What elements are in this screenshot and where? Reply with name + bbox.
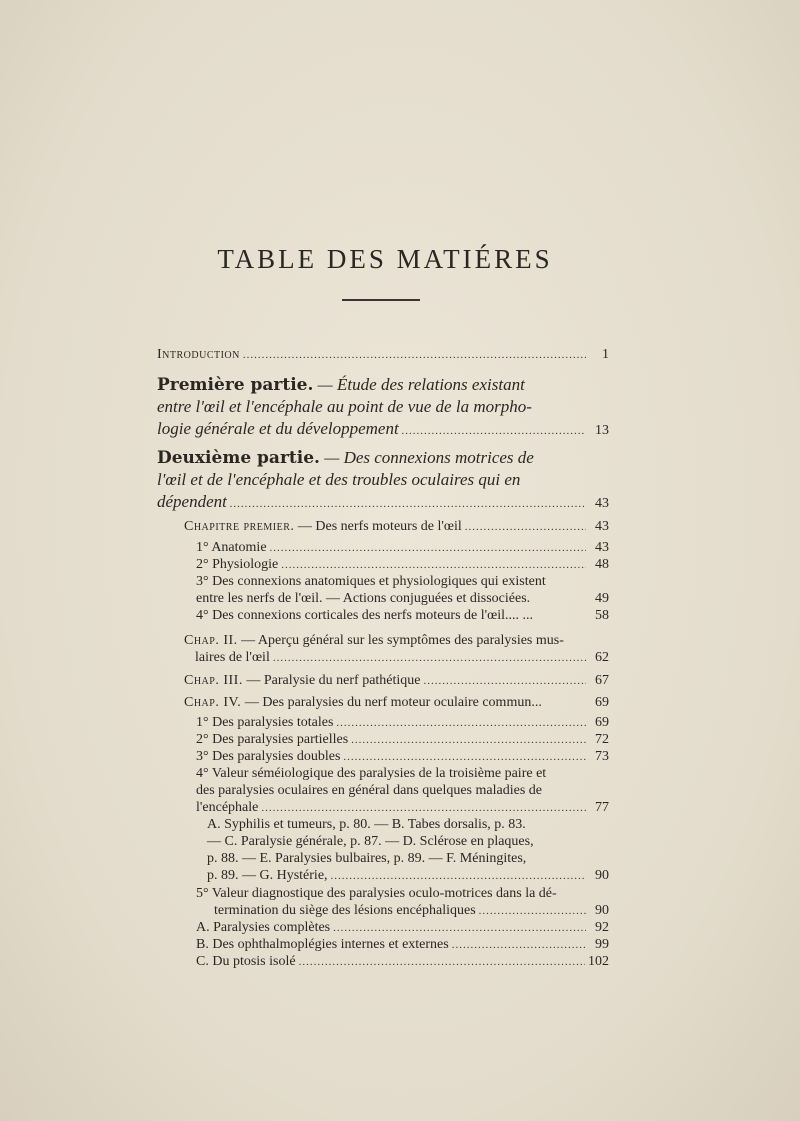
page-number: 48 — [595, 557, 609, 572]
leader-dots — [343, 749, 586, 766]
page-number: 67 — [595, 673, 609, 688]
entry-label: Introduction — [157, 347, 240, 362]
chapter-label: Chapitre premier. — [184, 519, 295, 534]
page-number: 43 — [595, 519, 609, 534]
page-number: 90 — [595, 903, 609, 918]
toc-entry-physiologie[interactable] — [196, 556, 609, 574]
leader-dots — [243, 347, 586, 364]
entry-text: B. Des ophthalmoplégies internes et externes — [196, 937, 449, 952]
entry-text: des paralysies oculaires en général dans quelques maladies de — [196, 783, 542, 798]
leader-dots — [336, 715, 586, 732]
entry-text: l'encéphale — [196, 800, 259, 815]
leader-dots — [273, 650, 586, 667]
entry-text: C. Du ptosis isolé — [196, 954, 296, 969]
page-number: 77 — [595, 800, 609, 815]
leader-dots — [281, 557, 586, 574]
toc-entry-chapter-3[interactable] — [184, 672, 609, 690]
part-heading: Première partie. — [157, 375, 314, 395]
toc-entry-valeur-semeiologique[interactable] — [196, 765, 609, 817]
entry-text: p. 89. — G. Hystérie, — [207, 868, 328, 883]
entry-text: — Aperçu général sur les symptômes des paralysies mus- — [237, 633, 564, 648]
page-number: 69 — [595, 715, 609, 730]
entry-text: — C. Paralysie générale, p. 87. — D. Sclérose en plaques, — [207, 834, 534, 849]
toc-entry-chapter-1[interactable] — [184, 518, 609, 536]
leader-dots — [333, 920, 586, 937]
page-number: 73 — [595, 749, 609, 764]
toc-entry-ptosis[interactable] — [196, 953, 609, 971]
toc-entry-introduction[interactable] — [157, 346, 609, 364]
entry-text: 3° Des connexions anatomiques et physiologiques qui existent — [196, 574, 546, 589]
page-number: 58 — [595, 608, 609, 623]
toc-entry-chapter-4[interactable] — [184, 694, 609, 712]
entry-text: 4° Valeur séméiologique des paralysies de la troisième paire et — [196, 766, 547, 781]
toc-entry-connexions[interactable] — [196, 573, 609, 608]
page-number: 69 — [595, 695, 609, 710]
leader-dots — [424, 673, 586, 690]
page-number: 43 — [595, 540, 609, 555]
page-number: 102 — [588, 954, 609, 969]
chapter-label: Chap. II. — [184, 633, 238, 648]
leader-dots — [270, 540, 586, 557]
page-number: 43 — [595, 496, 609, 511]
entry-text: — Des paralysies du nerf moteur oculaire commun... — [241, 695, 542, 710]
entry-text: termination du siège des lésions encéphaliques — [214, 903, 476, 918]
entry-text: entre les nerfs de l'œil. — Actions conjuguées et dissociées. — [196, 591, 531, 606]
entry-text: p. 88. — E. Paralysies bulbaires, p. 89. — F. Méningites, — [207, 851, 527, 866]
toc-entry-paralysies-partielles[interactable] — [196, 731, 609, 749]
leader-dots — [230, 493, 586, 515]
entry-text: 3° Des paralysies doubles — [196, 749, 341, 764]
page-number: 1 — [602, 347, 609, 362]
leader-dots — [299, 954, 585, 971]
page-number: 92 — [595, 920, 609, 935]
page-number: 72 — [595, 732, 609, 747]
toc-entry-ophthalmoplegies[interactable] — [196, 936, 609, 954]
page-number: 90 — [595, 868, 609, 883]
toc-entry-part-2[interactable] — [157, 447, 609, 515]
entry-text: 1° Des paralysies totales — [196, 715, 334, 730]
leader-dots — [452, 937, 586, 954]
entry-text: 2° Physiologie — [196, 557, 279, 572]
entry-text: 4° Des connexions corticales des nerfs moteurs de l'œil.... ... — [196, 608, 534, 623]
entry-text: 1° Anatomie — [196, 540, 267, 555]
entry-text: dépendent — [157, 492, 227, 511]
chapter-label: Chap. III. — [184, 673, 243, 688]
page-title: TABLE DES MATIÉRES — [217, 244, 553, 274]
leader-dots — [331, 868, 586, 885]
toc-entry-maladies-list[interactable] — [207, 816, 609, 885]
part-heading: Deuxième partie. — [157, 448, 320, 468]
entry-text: entre l'œil et l'encéphale au point de vue de la morpho- — [157, 397, 532, 416]
leader-dots — [351, 732, 586, 749]
entry-text: — Étude des relations existant — [313, 375, 525, 394]
toc-entry-paralysies-totales[interactable] — [196, 714, 609, 732]
entry-text: 5° Valeur diagnostique des paralysies oculo-motrices dans la dé- — [196, 886, 557, 901]
entry-text: A. Syphilis et tumeurs, p. 80. — B. Tabes dorsalis, p. 83. — [207, 817, 526, 832]
entry-text: — Paralysie du nerf pathétique — [242, 673, 421, 688]
entry-text: — Des connexions motrices de — [319, 448, 534, 467]
toc-entry-valeur-diagnostique[interactable] — [196, 885, 609, 920]
leader-dots — [261, 800, 586, 817]
leader-dots — [479, 903, 586, 920]
entry-text: logie générale et du développement — [157, 419, 399, 438]
toc-entry-chapter-2[interactable] — [184, 632, 609, 667]
toc-entry-paralysies-completes[interactable] — [196, 919, 609, 937]
toc-entry-connexions-corticales[interactable] — [196, 607, 609, 625]
page-number: 13 — [595, 423, 609, 438]
entry-text: laires de l'œil — [195, 650, 270, 665]
chapter-label: Chap. IV. — [184, 695, 242, 710]
leader-dots — [465, 519, 586, 536]
entry-text: 2° Des paralysies partielles — [196, 732, 349, 747]
toc-entry-anatomie[interactable] — [196, 539, 609, 557]
page-number: 99 — [595, 937, 609, 952]
entry-text: l'œil et de l'encéphale et des troubles oculaires qui en — [157, 470, 521, 489]
page-number: 62 — [595, 650, 609, 665]
entry-text: — Des nerfs moteurs de l'œil — [294, 519, 462, 534]
title-rule — [342, 299, 420, 301]
toc-entry-paralysies-doubles[interactable] — [196, 748, 609, 766]
toc-entry-part-1[interactable] — [157, 374, 609, 442]
page-number: 49 — [595, 591, 609, 606]
entry-text: A. Paralysies complètes — [196, 920, 331, 935]
leader-dots — [402, 420, 586, 442]
